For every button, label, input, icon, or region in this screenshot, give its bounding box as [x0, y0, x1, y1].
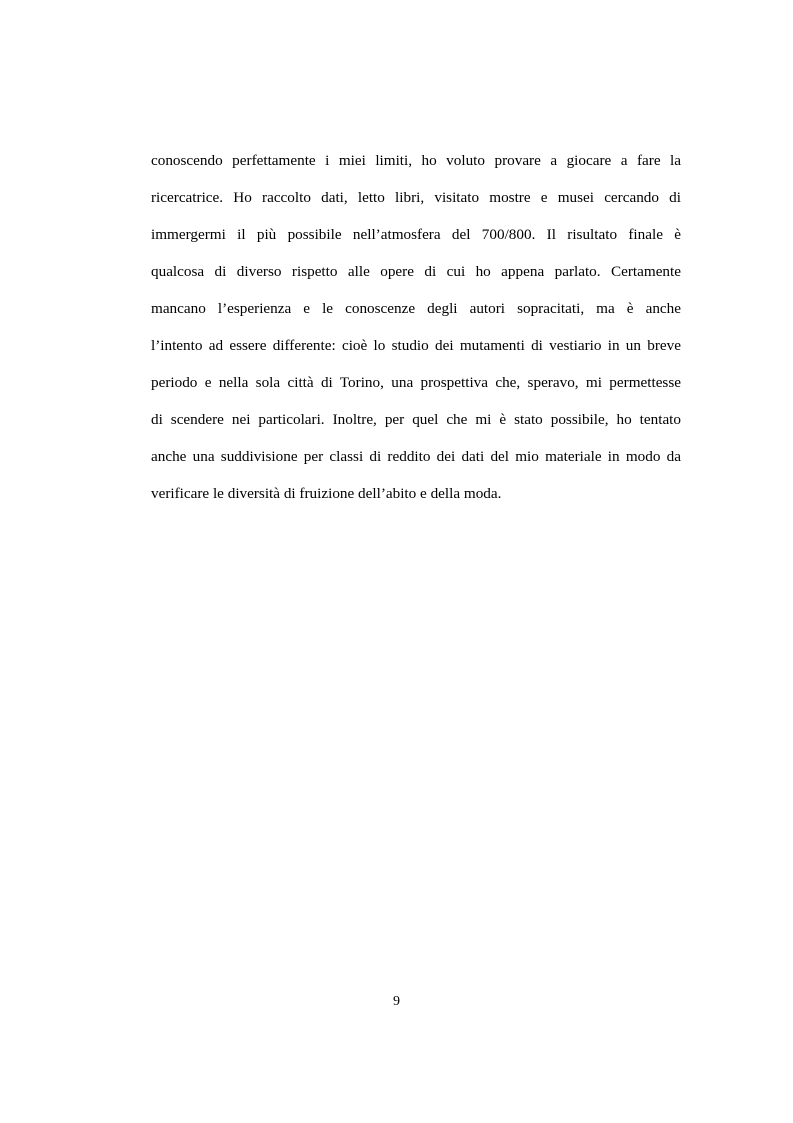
paragraph-line: di scendere nei particolari. Inoltre, per quel che mi è stato possibile, ho tentato	[151, 411, 681, 428]
paragraph-line: l’intento ad essere differente: cioè lo studio dei mutamenti di vestiario in un breve	[151, 337, 681, 354]
paragraph-line: periodo e nella sola città di Torino, una prospettiva che, speravo, mi permettesse	[151, 374, 681, 391]
page-number: 9	[393, 994, 400, 1009]
paragraph-line: conoscendo perfettamente i miei limiti, ho voluto provare a giocare a fare la	[151, 152, 681, 169]
paragraph-line: ricercatrice. Ho raccolto dati, letto libri, visitato mostre e musei cercando di	[151, 189, 681, 206]
paragraph-line: mancano l’esperienza e le conoscenze degli autori sopracitati, ma è anche	[151, 300, 681, 317]
paragraph-line: verificare le diversità di fruizione dell’abito e della moda.	[151, 485, 502, 502]
body-paragraph	[151, 147, 681, 517]
paragraph-line: immergermi il più possibile nell’atmosfera del 700/800. Il risultato finale è	[151, 226, 681, 243]
paragraph-line: anche una suddivisione per classi di reddito dei dati del mio materiale in modo da	[151, 448, 681, 465]
paragraph-line: qualcosa di diverso rispetto alle opere di cui ho appena parlato. Certamente	[151, 263, 681, 280]
